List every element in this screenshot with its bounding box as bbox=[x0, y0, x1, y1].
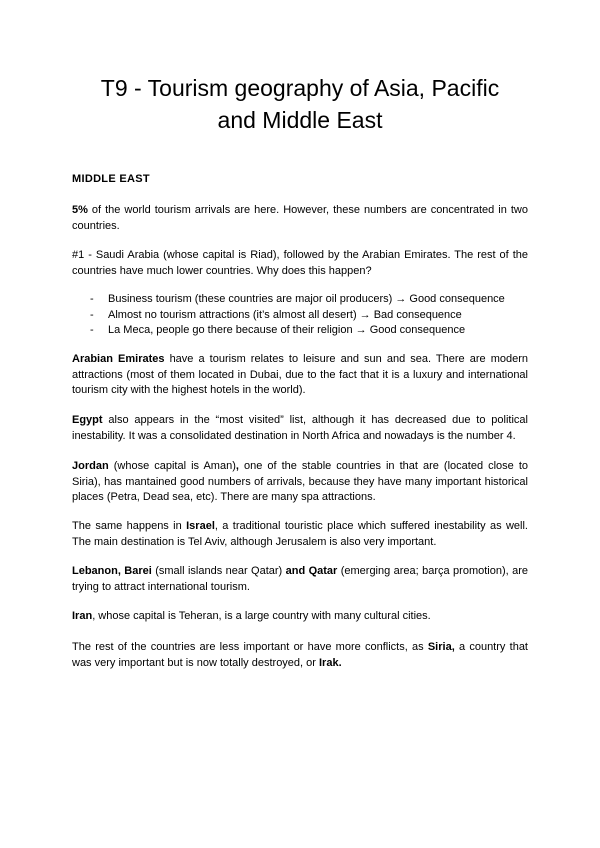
title-line-1: T9 - Tourism geography of Asia, Pacific bbox=[100, 75, 500, 101]
list-marker: - bbox=[90, 293, 94, 305]
bold-text: Egypt bbox=[72, 414, 103, 426]
page-title bbox=[60, 72, 540, 136]
bold-text: Jordan bbox=[72, 460, 109, 472]
bold-text: , bbox=[235, 460, 239, 472]
text: (emerging area; barça promotion), are trying to attract international tourism. bbox=[72, 565, 528, 593]
paragraph-saudi: #1 - Saudi Arabia (whose capital is Riad), followed by the Arabian Emirates. The rest of the countries have much lower countries. Why does this happen? bbox=[72, 249, 528, 277]
title-line-2: and Middle East bbox=[217, 107, 383, 133]
list-item bbox=[72, 323, 528, 339]
text: The rest of the countries are less important or have more conflicts, as bbox=[72, 641, 428, 653]
paragraph-jordan bbox=[72, 459, 528, 506]
bold-text: and Qatar bbox=[285, 565, 338, 577]
bold-text: Siria, bbox=[427, 641, 455, 653]
text: also appears in the “most visited” list, although it has decreased due to political inestability. It was a consolidated destination in North Africa and nowadays is the number 4. bbox=[72, 414, 528, 442]
bullet-list bbox=[72, 292, 528, 339]
paragraph-emirates bbox=[72, 352, 528, 399]
bold-text: Israel bbox=[186, 520, 215, 532]
text: (whose capital is Aman) bbox=[108, 460, 236, 472]
list-item-text: Almost no tourism attractions (it’s almost all desert) → Bad consequence bbox=[108, 308, 462, 321]
text: have a tourism relates to leisure and sun and sea. There are modern attractions (most of them located in Dubai, due to the fact that it is a luxury and international tourism city with the highest hotels in the world). bbox=[72, 353, 528, 396]
text: , whose capital is Teheran, is a large country with many cultural cities. bbox=[92, 610, 431, 622]
paragraph-rest bbox=[72, 640, 528, 671]
list-item-text: La Meca, people go there because of their religion → Good consequence bbox=[108, 324, 466, 336]
text: (small islands near Qatar) bbox=[151, 565, 286, 577]
paragraph-intro bbox=[72, 203, 528, 234]
list-item bbox=[72, 292, 528, 308]
text: of the world tourism arrivals are here. However, these numbers are concentrated in two countries. bbox=[72, 204, 528, 232]
list-item-text: Business tourism (these countries are major oil producers) → Good consequence bbox=[108, 293, 505, 305]
section-heading: MIDDLE EAST bbox=[72, 173, 150, 185]
paragraph-israel bbox=[72, 519, 528, 550]
bold-text: 5% bbox=[72, 204, 88, 216]
text: a country that was very important but is now totally destroyed, or bbox=[72, 641, 528, 669]
list-item bbox=[72, 308, 528, 324]
list-marker: - bbox=[90, 308, 94, 321]
text: one of the stable countries in that are (located close to Siria), has mantained good numbers of arrivals, because they have many important historical places (Petra, Dead sea, etc). There are many spa attractions. bbox=[72, 460, 529, 503]
bold-text: Arabian Emirates bbox=[72, 353, 165, 365]
bold-text: Lebanon, Barei bbox=[72, 565, 152, 577]
list-marker: - bbox=[90, 324, 94, 336]
paragraph-lebanon-qatar bbox=[72, 564, 528, 595]
paragraph-egypt bbox=[72, 413, 528, 444]
text: The same happens in bbox=[72, 520, 187, 532]
bold-text: Irak. bbox=[319, 656, 342, 669]
paragraph-iran bbox=[72, 609, 528, 625]
text: , a traditional touristic place which suffered inestability as well. The main destination is Tel Aviv, although Jerusalem is also very important. bbox=[72, 520, 528, 548]
bold-text: Iran bbox=[72, 610, 93, 622]
